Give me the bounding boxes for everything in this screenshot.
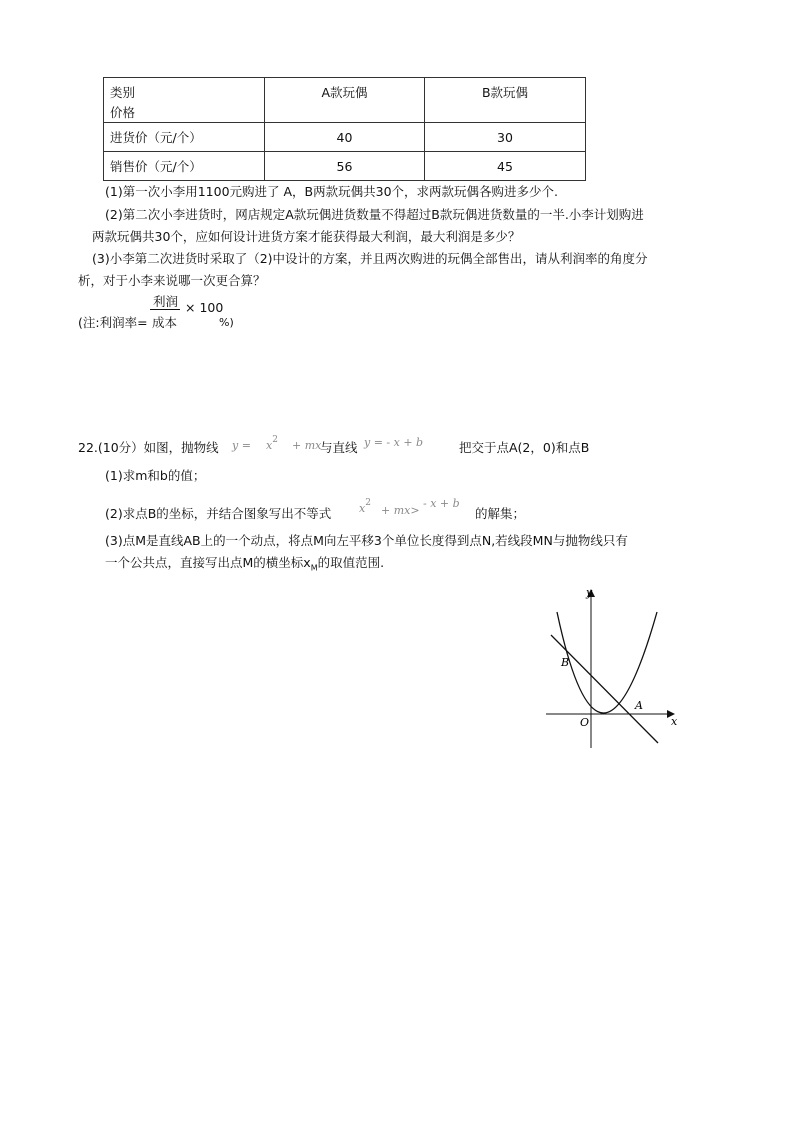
cell-b: 30 [425, 123, 586, 152]
note-numerator: 利润 [153, 294, 179, 309]
label-a: A [635, 699, 643, 712]
ineq-x: $x^2$ [359, 498, 371, 515]
label-x: x [671, 715, 678, 728]
price-table [103, 77, 586, 181]
eq-line: y = - x + b [364, 436, 424, 449]
ineq-mid: + mx> [381, 504, 420, 517]
q21-part2-line1: (2)第二次小李进货时，网店规定A款玩偶进货数量不得超过B款玩偶进货数量的一半.小李计划购进 [105, 207, 644, 222]
line-ab [551, 635, 658, 743]
q21-part3-line1: (3)小李第二次进货时采取了（2)中设计的方案，并且两次购进的玩偶全部售出，请从利润率的角度分 [92, 251, 648, 266]
ineq-rhs: - x + b [423, 497, 460, 510]
eq-parabola-rest: + mx [292, 439, 322, 452]
q22-part3-line1: (3)点M是直线AB上的一个动点，将点M向左平移3个单位长度得到点N,若线段MN与抛物线只有 [105, 533, 628, 548]
table-row [104, 123, 586, 152]
q21-part2-line2: 两款玩偶共30个，应如何设计进货方案才能获得最大利润，最大利润是多少？ [92, 229, 521, 244]
q22-part2-b: 的解集； [475, 506, 526, 521]
fraction-bar [150, 309, 180, 310]
eq-parabola-x: $x^2$ [266, 435, 278, 452]
header-col-b: B款玩偶 [425, 78, 586, 123]
q22-part2-a: (2)求点B的坐标，并结合图象写出不等式 [105, 506, 332, 521]
q22-intro-a: 22.(10分）如图，抛物线 [78, 440, 219, 455]
header-category: 类别 [110, 85, 136, 100]
q22-intro-b: 与直线 [320, 440, 358, 455]
eq-parabola-y: y = [232, 439, 251, 452]
cell-a: 56 [265, 152, 425, 181]
label-y: y [586, 586, 593, 599]
q22-part3-line2: 一个公共点，直接写出点M的横坐标$x_M$的取值范围. [105, 555, 385, 573]
row-label: 销售价（元/个） [104, 152, 265, 181]
note-times-100: × 100 [185, 300, 224, 315]
row-label: 进货价（元/个） [104, 123, 265, 152]
label-b: B [561, 656, 570, 669]
parabola-line-graph [540, 585, 690, 755]
q21-part3-line2: 析，对于小李来说哪一次更合算？ [78, 273, 266, 288]
note-suffix: %) [219, 316, 234, 329]
q22-intro-c: 把交于点A(2，0)和点B [459, 440, 590, 455]
cell-a: 40 [265, 123, 425, 152]
note-prefix: (注:利润率= [78, 315, 148, 330]
label-o: O [580, 716, 590, 729]
header-col-a: A款玩偶 [265, 78, 425, 123]
note-denominator: 成本 [152, 315, 178, 330]
cell-b: 45 [425, 152, 586, 181]
table-row [104, 152, 586, 181]
q22-part1: (1)求m和b的值； [105, 468, 206, 483]
table-header-cell [104, 78, 265, 123]
parabola-curve [557, 612, 657, 713]
q21-part1: (1)第一次小李用1100元购进了 A，B两款玩偶共30个，求两款玩偶各购进多少个. [105, 184, 558, 199]
header-price: 价格 [110, 105, 136, 120]
